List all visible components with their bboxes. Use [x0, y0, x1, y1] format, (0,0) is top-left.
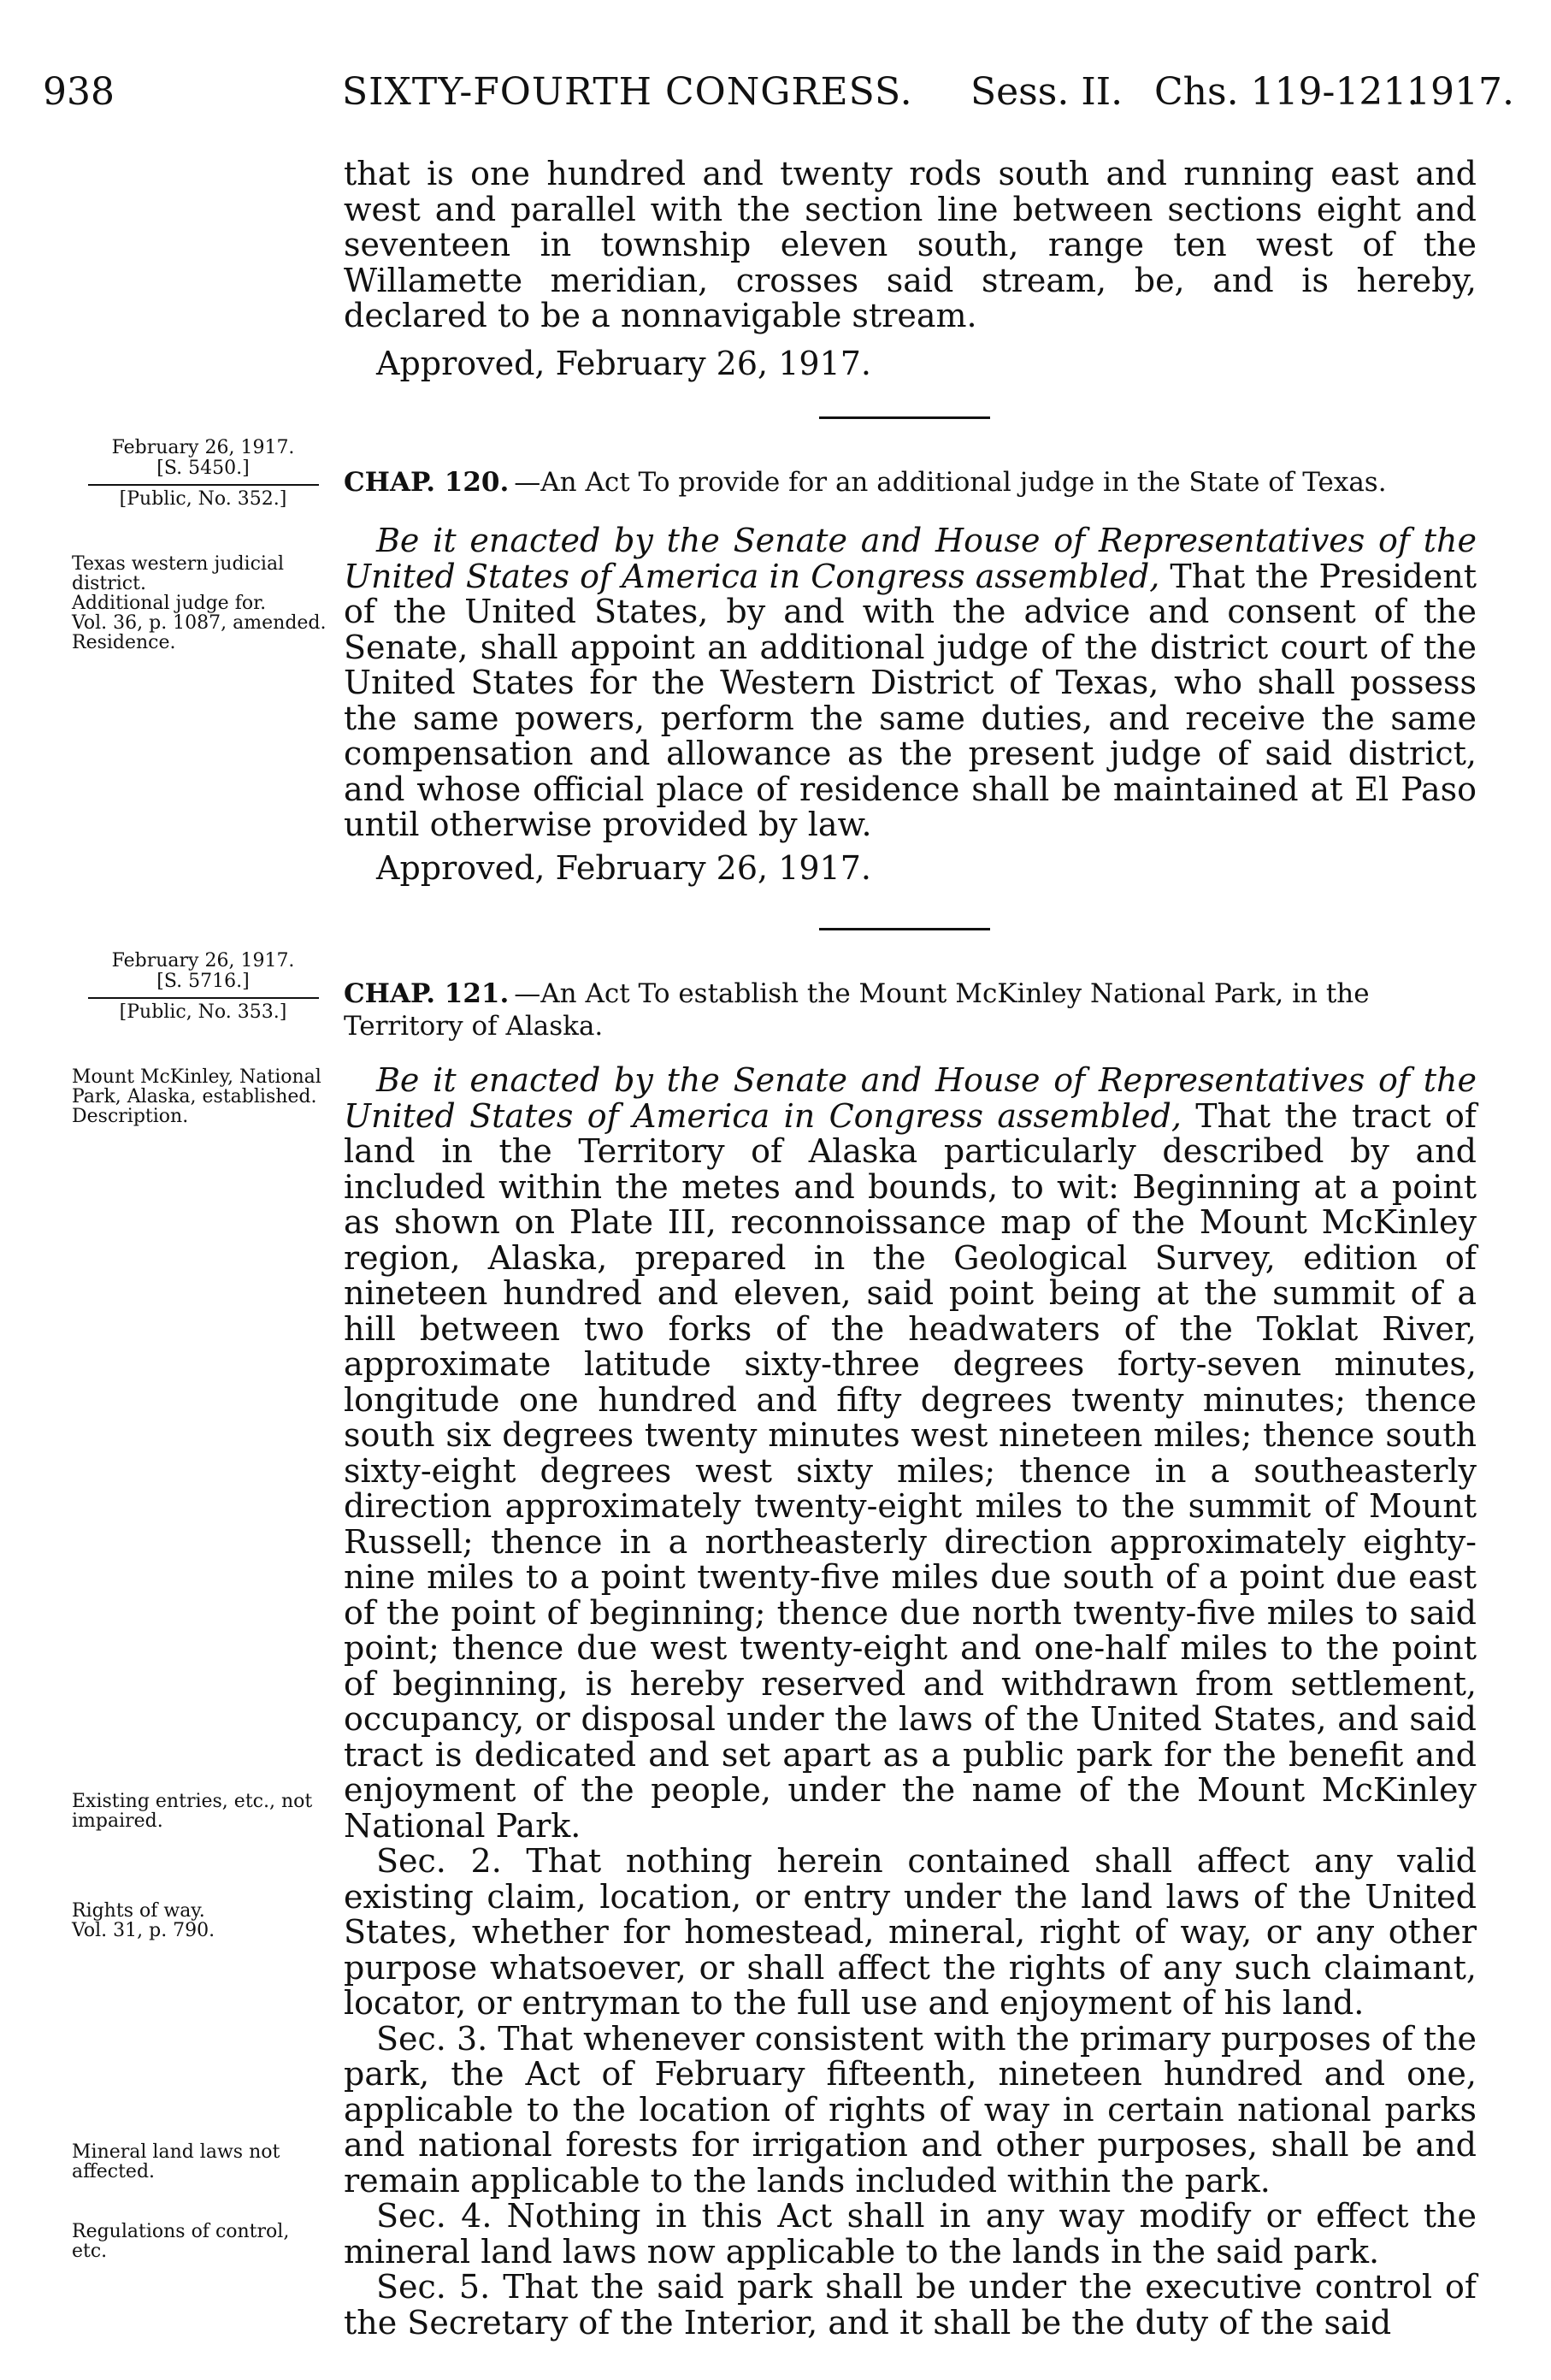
- chap119-paragraph: that is one hundred and twenty rods south and running east and west and parallel with the section line between sections eight and seventeen in township eleven south, range ten west of the Willamette meridian, crosses said stream, be, and is hereby, declared to be a nonnavigable stream.: [344, 155, 1477, 334]
- margin-note: Residence.: [72, 632, 176, 653]
- chap120-margin-public: [Public, No. 352.]: [119, 488, 287, 510]
- chap121-sec1-body: That the tract of land in the Territory of Alaska particularly described by and included within the metes and bounds, to wit: Beginning at a point as shown on Plate III, reconnoissance map of the Mount McKinley region, Alaska, prepared in the Geological Survey, edition of nineteen hundred and eleven, said point being at the summit of a hill between two forks of the headwaters of the Toklat River, approximate latitude sixty-three degrees forty-seven minutes, longitude one hundred and fifty degrees twenty minutes; thence south six degrees twenty minutes west nineteen miles; thence south sixty-eight degrees west sixty miles; thence in a southeasterly direction approximately twenty-eight miles to the summit of Mount Russell; thence in a northeasterly direction approximately eighty-nine miles to a point twenty-five miles due south of a point due east of the point of beginning; thence due north twenty-five miles to said point; thence due west twenty-eight and one-half miles to the point of beginning, is hereby reserved and withdrawn from settlement, occupancy, or disposal under the laws of the United States, and said tract is dedicated and set apart as a public park for the benefit and enjoyment of the people, under the name of the Mount McKinley National Park.: [344, 1096, 1477, 1845]
- chap121-margin-rights: [72, 1901, 328, 1940]
- chap121-label: CHAP. 121.: [344, 978, 510, 1009]
- margin-note: Regulations of control, etc.: [72, 2221, 290, 2262]
- chap120-title: —An Act To provide for an additional judge in the State of Texas.: [514, 467, 1387, 498]
- margin-note: Mineral land laws not affected.: [72, 2141, 280, 2182]
- section-divider: [819, 416, 990, 419]
- chap120-heading: [344, 466, 1477, 499]
- header-session: Sess. II.: [970, 70, 1123, 114]
- chap119-text: [344, 157, 1477, 334]
- chap120-paragraph: [344, 523, 1477, 843]
- margin-note: Rights of way.: [72, 1900, 205, 1922]
- chap121-section-5: Sec. 5. That the said park shall be under the executive control of the Secretary of the Interior, and it shall be the duty of the said: [344, 2268, 1477, 2342]
- chap121-margin-date: February 26, 1917.: [111, 950, 295, 971]
- chap121-margin-public: [Public, No. 353.]: [119, 1001, 287, 1023]
- margin-rule: [88, 484, 319, 486]
- chap121-margin-notes-top: [72, 1067, 328, 1126]
- margin-note: Vol. 36, p. 1087, amended.: [72, 612, 327, 634]
- chap121-enacting-clause: Be it enacted by the Senate and House of Representatives of the United States of America in Congress assembled,: [344, 1061, 1477, 1135]
- header-title: SIXTY-FOURTH CONGRESS.: [342, 70, 913, 114]
- chap120-margin-date: February 26, 1917.: [111, 437, 295, 458]
- chap120-label: CHAP. 120.: [344, 467, 510, 498]
- section-divider: [819, 928, 990, 930]
- margin-rule: [88, 997, 319, 999]
- chap121-margin-head: [86, 951, 321, 1023]
- chap121-section-2: Sec. 2. That nothing herein contained shall affect any valid existing claim, location, or entry under the land laws of the United States, whether for homestead, mineral, right of way, or any other purpose whatsoever, or shall affect the rights of any such claimant, locator, or entryman to the full use and enjoyment of his land.: [344, 1842, 1477, 2022]
- margin-note: Mount McKinley, National Park, Alaska, established.: [72, 1066, 321, 1107]
- chap120-margin-bill: [S. 5450.]: [156, 458, 250, 479]
- margin-note: Existing entries, etc., not impaired.: [72, 1791, 313, 1832]
- chap121-section-1: [344, 1063, 1477, 1844]
- chap120-margin-notes: [72, 554, 328, 653]
- margin-note: Vol. 31, p. 790.: [72, 1920, 215, 1941]
- chap121-text: [344, 1063, 1477, 2341]
- chap121-section-3: Sec. 3. That whenever consistent with the primary purposes of the park, the Act of February fifteenth, nineteen hundred and one, applicable to the location of rights of way in certain national parks and national forests for irrigation and other purposes, shall be and remain applicable to the lands included within the park.: [344, 2019, 1477, 2200]
- header-year: 1917.: [1407, 70, 1514, 114]
- chap121-margin-bill: [S. 5716.]: [156, 971, 250, 992]
- chap120-body: That the President of the United States, by and with the advice and consent of the Senate, shall appoint an additional judge of the district court of the United States for the Western District of Texas, who shall possess the same powers, perform the same duties, and receive the same compensation and allowance as the present judge of said district, and whose official place of residence shall be maintained at El Paso until otherwise provided by law.: [344, 557, 1477, 843]
- chap121-section-4: Sec. 4. Nothing in this Act shall in any way modify or effect the mineral land laws now applicable to the lands in the said park.: [344, 2197, 1477, 2271]
- page-number: 938: [43, 70, 115, 114]
- margin-note: Description.: [72, 1106, 189, 1127]
- chap120-margin-head: [86, 438, 321, 510]
- chap119-approved: Approved, February 26, 1917.: [376, 345, 871, 382]
- chap120-approved: Approved, February 26, 1917.: [376, 849, 871, 887]
- chap121-title: —An Act To establish the Mount McKinley National Park, in the Territory of Alaska.: [344, 978, 1370, 1042]
- running-header: [43, 70, 1514, 130]
- margin-note: Texas western judicial district.: [72, 553, 285, 594]
- margin-note: Additional judge for.: [72, 593, 267, 614]
- chap120-enacting-clause: Be it enacted by the Senate and House of Representatives of the United States of America in Congress assembled,: [344, 522, 1477, 595]
- header-chapters: Chs. 119-121.: [1154, 70, 1419, 114]
- chap121-heading: [344, 977, 1477, 1042]
- chap120-text: [344, 523, 1477, 843]
